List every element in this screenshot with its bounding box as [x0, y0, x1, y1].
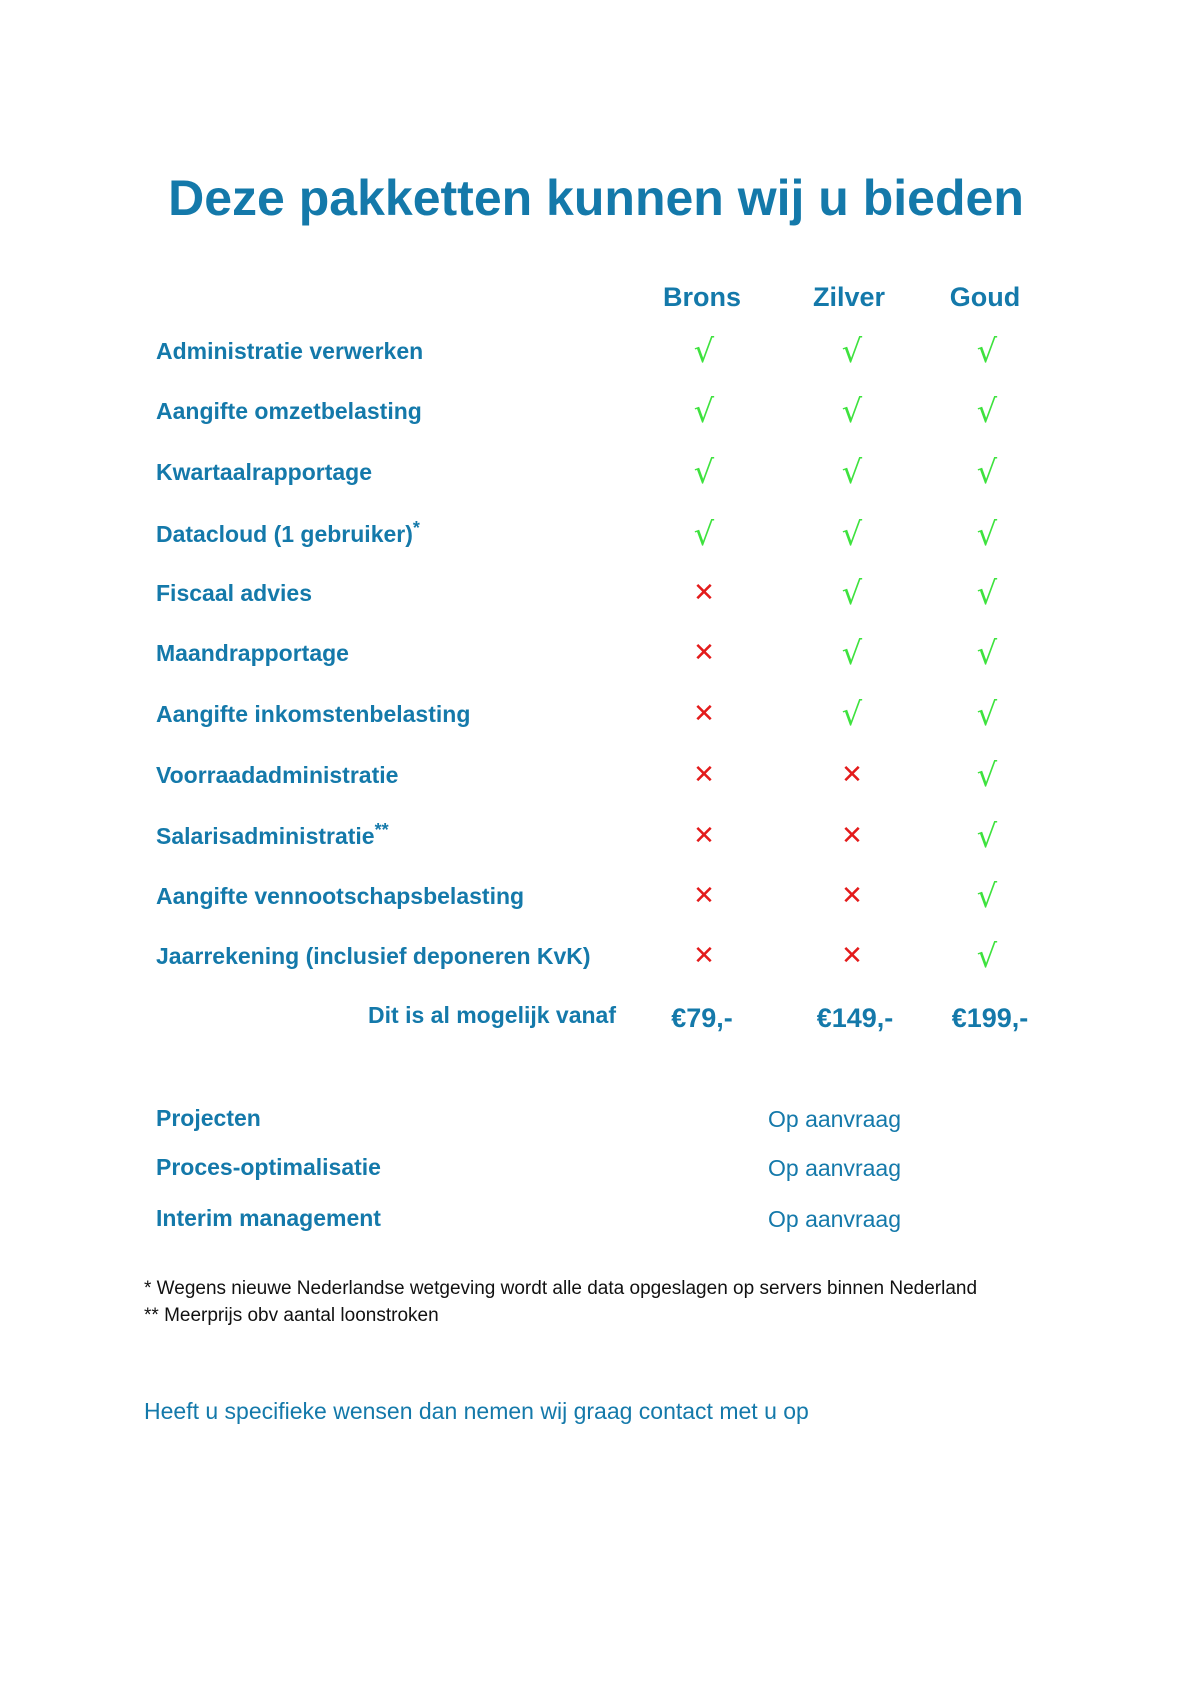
check-icon: √ [976, 453, 998, 491]
feature-label-text: Fiscaal advies [156, 580, 312, 606]
price-zilver: €149,- [816, 1003, 894, 1033]
column-header-brons: Brons [662, 282, 741, 312]
check-icon: √ [976, 515, 998, 553]
feature-label-text: Salarisadministratie [156, 823, 375, 849]
check-icon: √ [693, 332, 715, 370]
cross-icon: ✕ [693, 699, 715, 729]
check-icon: √ [976, 756, 998, 794]
cross-icon: ✕ [841, 941, 863, 971]
feature-label-text: Voorraadadministratie [156, 762, 399, 788]
feature-label [156, 336, 423, 366]
extra-value: Op aanvraag [768, 1206, 901, 1232]
check-icon: √ [841, 574, 863, 612]
price-label: Dit is al mogelijk vanaf [368, 1002, 616, 1028]
cross-icon: ✕ [841, 881, 863, 911]
feature-label [156, 821, 389, 851]
check-icon: √ [976, 574, 998, 612]
cross-icon: ✕ [693, 760, 715, 790]
extra-label: Proces-optimalisatie [156, 1154, 381, 1180]
feature-label [156, 941, 591, 971]
extra-label: Interim management [156, 1205, 381, 1231]
extra-value: Op aanvraag [768, 1155, 901, 1181]
feature-label-text: Datacloud (1 gebruiker) [156, 521, 413, 547]
feature-label [156, 760, 398, 790]
feature-label-text: Aangifte vennootschapsbelasting [156, 883, 525, 909]
contact-text: Heeft u specifieke wensen dan nemen wij graag contact met u op [144, 1398, 809, 1424]
cross-icon: ✕ [693, 638, 715, 668]
feature-label-text: Administratie verwerken [156, 338, 424, 364]
footnote-datacloud: * Wegens nieuwe Nederlandse wetgeving wordt alle data opgeslagen op servers binnen Nederland [144, 1278, 978, 1299]
check-icon: √ [976, 392, 998, 430]
price-brons: €79,- [671, 1003, 733, 1033]
check-icon: √ [841, 392, 863, 430]
extra-label: Projecten [156, 1105, 261, 1131]
check-icon: √ [841, 515, 863, 553]
footnote-marker: * [412, 518, 420, 538]
check-icon: √ [841, 634, 863, 672]
check-icon: √ [976, 877, 998, 915]
extra-value: Op aanvraag [768, 1106, 901, 1132]
feature-label-text: Kwartaalrapportage [156, 459, 373, 485]
feature-label [156, 699, 470, 729]
feature-label [156, 578, 312, 608]
check-icon: √ [693, 453, 715, 491]
check-icon: √ [976, 695, 998, 733]
check-icon: √ [841, 332, 863, 370]
check-icon: √ [693, 515, 715, 553]
feature-label [156, 457, 372, 487]
cross-icon: ✕ [693, 578, 715, 608]
check-icon: √ [976, 937, 998, 975]
footnote-marker: ** [374, 820, 389, 840]
check-icon: √ [976, 332, 998, 370]
feature-label [156, 638, 349, 668]
feature-label [156, 881, 524, 911]
page-title: Deze pakketten kunnen wij u bieden [168, 170, 1024, 226]
column-header-goud: Goud [949, 282, 1021, 312]
column-header-zilver: Zilver [812, 282, 886, 312]
check-icon: √ [976, 634, 998, 672]
check-icon: √ [693, 392, 715, 430]
feature-label-text: Jaarrekening (inclusief deponeren KvK) [156, 943, 591, 969]
feature-label [156, 396, 422, 426]
cross-icon: ✕ [693, 821, 715, 851]
feature-label-text: Aangifte omzetbelasting [156, 398, 422, 424]
feature-label [156, 519, 420, 549]
cross-icon: ✕ [841, 821, 863, 851]
footnote-salaris: ** Meerprijs obv aantal loonstroken [144, 1305, 439, 1326]
check-icon: √ [841, 695, 863, 733]
cross-icon: ✕ [693, 881, 715, 911]
cross-icon: ✕ [841, 760, 863, 790]
price-goud: €199,- [951, 1003, 1029, 1033]
check-icon: √ [841, 453, 863, 491]
check-icon: √ [976, 817, 998, 855]
feature-label-text: Aangifte inkomstenbelasting [156, 701, 471, 727]
cross-icon: ✕ [693, 941, 715, 971]
feature-label-text: Maandrapportage [156, 640, 349, 666]
